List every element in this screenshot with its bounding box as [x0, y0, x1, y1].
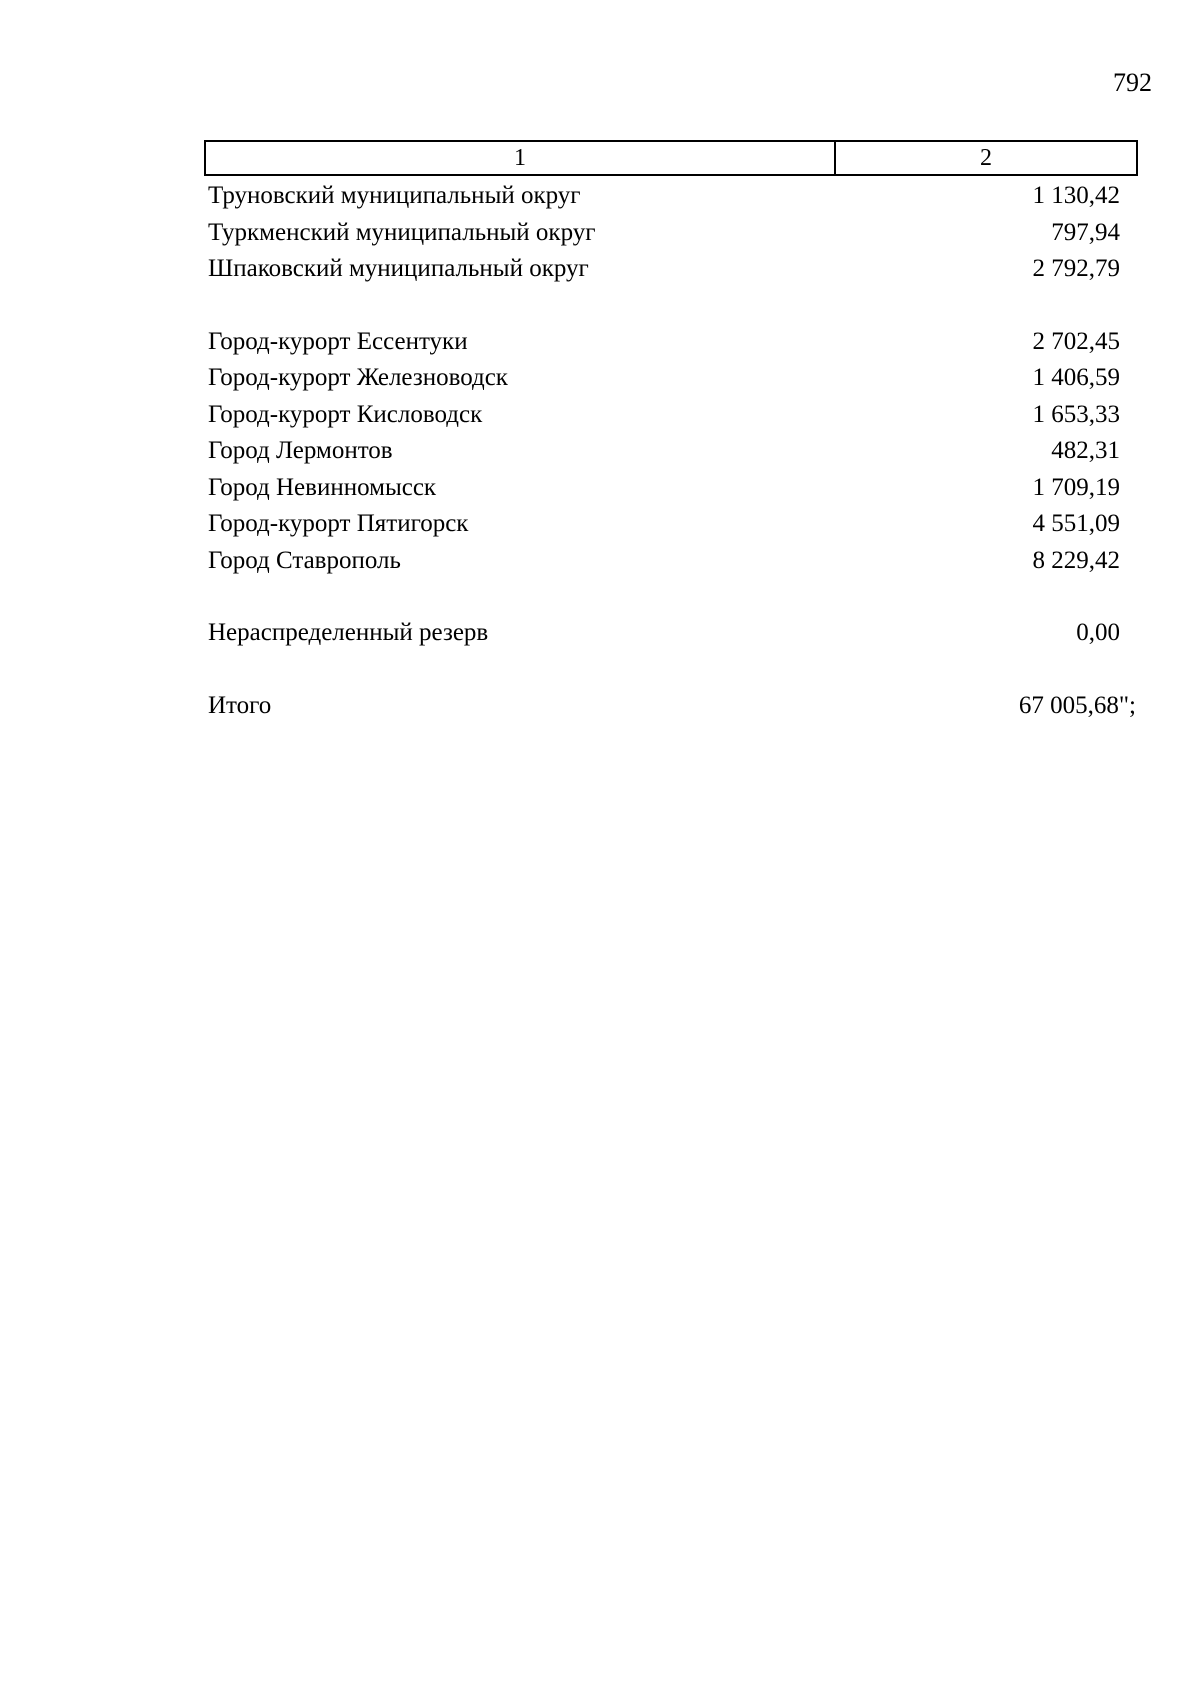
table-row [208, 506, 1120, 543]
row-label: Труновский муниципальный округ [208, 182, 581, 209]
row-label: Город Ставрополь [208, 546, 401, 574]
total-value: 67 005,68"; [1018, 691, 1136, 719]
table-row [208, 397, 1120, 434]
table-body [208, 178, 1136, 724]
table-row [208, 215, 1120, 252]
row-spacer [208, 288, 1120, 324]
row-value: 482,31 [1051, 437, 1120, 464]
row-value: 1 406,59 [1032, 364, 1120, 391]
table-row [208, 360, 1120, 397]
row-value: 2 702,45 [1032, 327, 1120, 355]
row-spacer [208, 652, 1120, 688]
table-row [208, 470, 1120, 507]
row-label: Город Невинномысск [208, 473, 437, 501]
row-value: 4 551,09 [1032, 510, 1120, 537]
total-row [208, 688, 1136, 725]
row-value: 8 229,42 [1032, 546, 1120, 574]
row-spacer [208, 579, 1120, 615]
row-value: 797,94 [1051, 218, 1120, 246]
table-row [208, 251, 1120, 288]
table-header [204, 140, 1138, 176]
table-row [208, 543, 1120, 580]
row-label: Город Лермонтов [208, 437, 393, 464]
row-value: 1 130,42 [1032, 182, 1120, 209]
row-label: Город-курорт Железноводск [208, 364, 508, 391]
total-label: Итого [208, 691, 272, 719]
row-label: Город-курорт Кисловодск [208, 400, 483, 428]
row-label: Город-курорт Ессентуки [208, 327, 468, 355]
reserve-value: 0,00 [1076, 619, 1120, 646]
row-label: Город-курорт Пятигорск [208, 510, 469, 537]
table-row [208, 433, 1120, 470]
row-value: 2 792,79 [1032, 255, 1120, 282]
table-row [208, 324, 1120, 361]
row-label: Шпаковский муниципальный округ [208, 255, 589, 282]
page-number: 792 [1113, 68, 1152, 97]
row-value: 1 653,33 [1032, 400, 1120, 428]
column-header-1: 1 [206, 142, 836, 174]
table-row [208, 178, 1120, 215]
reserve-row [208, 615, 1120, 652]
column-header-2: 2 [980, 144, 992, 171]
reserve-label: Нераспределенный резерв [208, 619, 489, 646]
row-label: Туркменский муниципальный округ [208, 218, 596, 246]
row-value: 1 709,19 [1032, 473, 1120, 501]
